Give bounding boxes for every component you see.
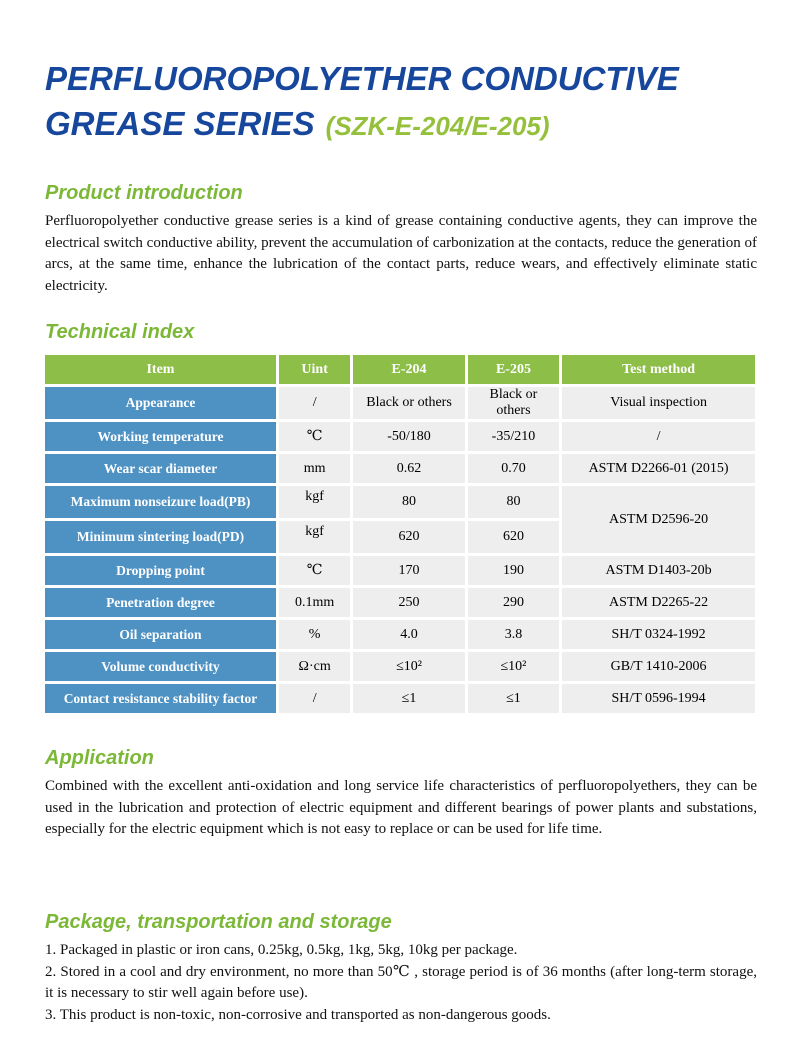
cell-e205: 290 [468, 588, 559, 617]
cell-e205: 620 [468, 521, 559, 553]
table-row [45, 684, 755, 713]
header-uint: Uint [279, 355, 350, 384]
row-label: Working temperature [45, 422, 276, 451]
cell-e204: ≤10² [353, 652, 464, 681]
product-introduction-paragraph: Perfluoropolyether conductive grease series is a kind of grease containing conductive agents, they can improve the electrical switch conductive ability, prevent the accumulation of carbonization at the contacts, reduce the generation of arcs, at the same time, enhance the lubrication of the contact parts, reduce wears, and effectively eliminate static electricity. [45, 213, 757, 294]
cell-e204: 4.0 [353, 620, 464, 649]
cell-test-method: ASTM D2596-20 [562, 486, 755, 553]
cell-e204: Black or others [353, 387, 464, 419]
table-row [45, 620, 755, 649]
cell-test-method: ASTM D2265-22 [562, 588, 755, 617]
cell-unit: % [279, 620, 350, 649]
cell-e205: Black or others [468, 387, 559, 419]
header-e205: E-205 [468, 355, 559, 384]
cell-test-method: GB/T 1410-2006 [562, 652, 755, 681]
cell-unit: / [279, 387, 350, 419]
section-product-introduction [45, 181, 757, 297]
cell-e205: ≤10² [468, 652, 559, 681]
technical-index-heading: Technical index [45, 321, 195, 343]
cell-e204: ≤1 [353, 684, 464, 713]
table-row [45, 588, 755, 617]
cell-test-method: Visual inspection [562, 387, 755, 419]
cell-test-method: ASTM D1403-20b [562, 556, 755, 585]
technical-index-table [42, 352, 758, 716]
title-model-codes: (SZK-E-204/E-205) [325, 111, 550, 141]
package-item: 2. Stored in a cool and dry environment, no more than 50℃ , storage period is of 36 months (after long-term storage, it is necessary to stir well again before use). [45, 963, 757, 1001]
section-package [45, 910, 757, 1026]
row-label: Maximum nonseizure load(PB) [45, 486, 276, 518]
cell-e205: ≤1 [468, 684, 559, 713]
cell-unit: ℃ [279, 422, 350, 451]
section-technical-index [42, 320, 758, 716]
title-line2 [45, 101, 760, 153]
table-row [45, 652, 755, 681]
cell-e204: -50/180 [353, 422, 464, 451]
cell-e205: 0.70 [468, 454, 559, 483]
title-line1: PERFLUOROPOLYETHER CONDUCTIVE [45, 60, 679, 97]
cell-e205: 80 [468, 486, 559, 518]
product-introduction-heading: Product introduction [45, 182, 243, 204]
document-title [45, 56, 760, 153]
table-row [45, 556, 755, 585]
cell-e205: 3.8 [468, 620, 559, 649]
header-item: Item [45, 355, 276, 384]
section-application [45, 746, 757, 841]
application-paragraph: Combined with the excellent anti-oxidation and long service life characteristics of perfluoropolyethers, they can be used in the lubrication and protection of electric equipment and different bearings of power plants and substations, especially for the electric equipment which is not easy to replace or can be used for life time. [45, 778, 757, 837]
cell-test-method: ASTM D2266-01 (2015) [562, 454, 755, 483]
package-item: 3. This product is non-toxic, non-corrosive and transported as non-dangerous goods. [45, 1006, 551, 1023]
table-row [45, 422, 755, 451]
header-test-method: Test method [562, 355, 755, 384]
cell-e204: 250 [353, 588, 464, 617]
cell-unit: Ω·cm [279, 652, 350, 681]
cell-e205: -35/210 [468, 422, 559, 451]
cell-e204: 170 [353, 556, 464, 585]
cell-e204: 0.62 [353, 454, 464, 483]
cell-e204: 80 [353, 486, 464, 518]
row-label: Wear scar diameter [45, 454, 276, 483]
cell-e204: 620 [353, 521, 464, 553]
cell-unit: mm [279, 454, 350, 483]
row-label: Penetration degree [45, 588, 276, 617]
cell-unit: / [279, 684, 350, 713]
row-label: Volume conductivity [45, 652, 276, 681]
table-row [45, 486, 755, 518]
row-label: Contact resistance stability factor [45, 684, 276, 713]
title-line2-main: GREASE SERIES [45, 105, 315, 142]
package-heading: Package, transportation and storage [45, 911, 392, 933]
cell-unit: kgf [279, 521, 350, 553]
row-label: Dropping point [45, 556, 276, 585]
application-heading: Application [45, 747, 154, 769]
table-row [45, 387, 755, 419]
cell-test-method: / [562, 422, 755, 451]
cell-test-method: SH/T 0324-1992 [562, 620, 755, 649]
header-e204: E-204 [353, 355, 464, 384]
table-header-row [45, 355, 755, 384]
cell-unit: ℃ [279, 556, 350, 585]
cell-test-method: SH/T 0596-1994 [562, 684, 755, 713]
row-label: Minimum sintering load(PD) [45, 521, 276, 553]
row-label: Appearance [45, 387, 276, 419]
package-item: 1. Packaged in plastic or iron cans, 0.25kg, 0.5kg, 1kg, 5kg, 10kg per package. [45, 942, 518, 958]
row-label: Oil separation [45, 620, 276, 649]
cell-unit: 0.1mm [279, 588, 350, 617]
table-row [45, 454, 755, 483]
cell-unit: kgf [279, 486, 350, 518]
cell-e205: 190 [468, 556, 559, 585]
